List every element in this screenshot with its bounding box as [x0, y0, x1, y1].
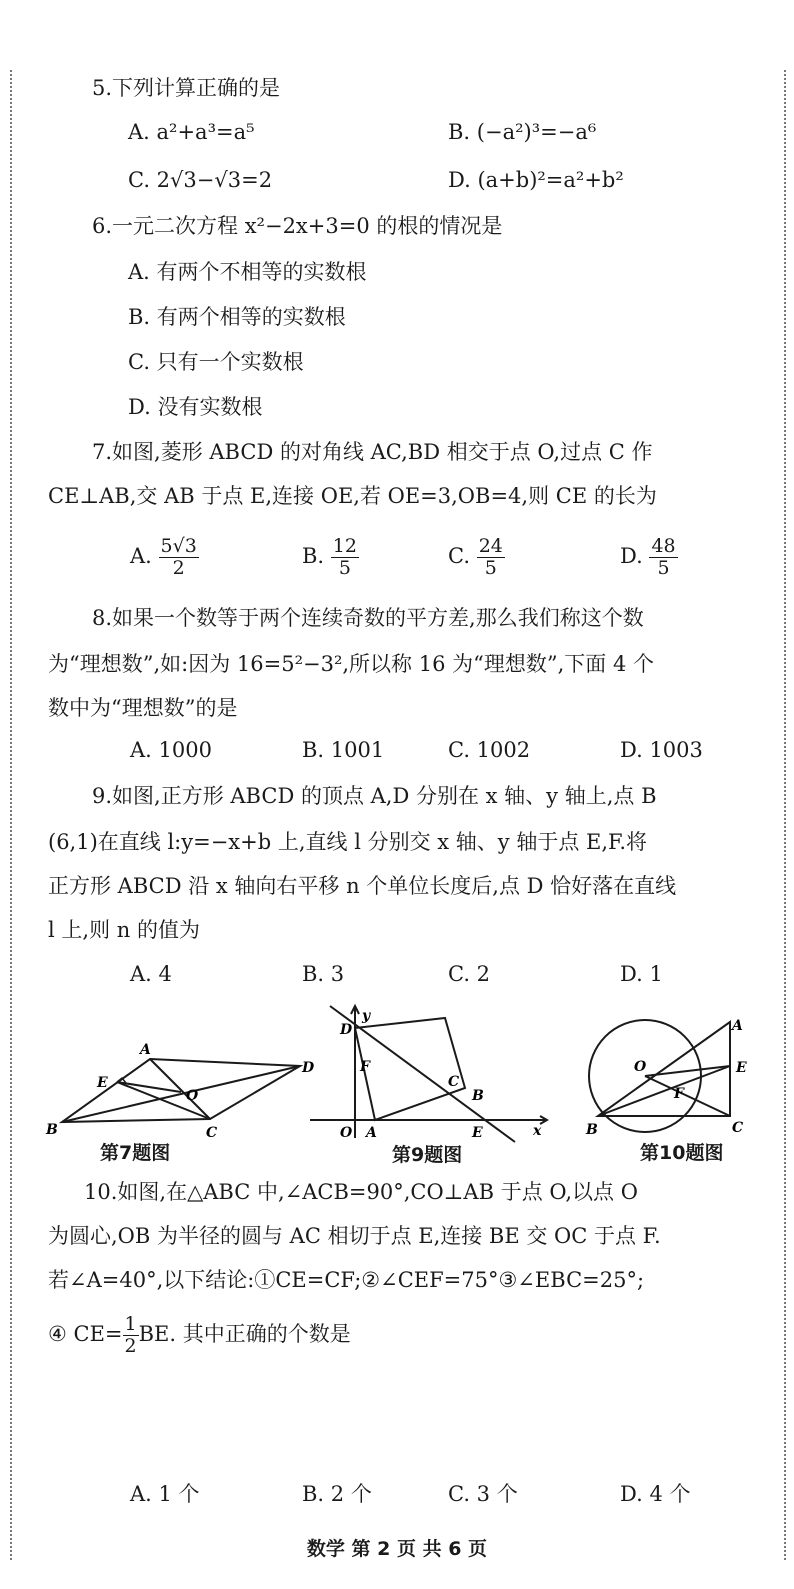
fig7-label-d: D — [302, 1060, 315, 1076]
q9-option-b: B. 3 — [302, 962, 345, 986]
q8-option-b: B. 1001 — [302, 738, 385, 762]
q7-d-denominator: 5 — [657, 556, 670, 579]
fig9-label-o: O — [340, 1125, 353, 1141]
q9-line-2: (6,1)在直线 l:y=−x+b 上,直线 l 分别交 x 轴、y 轴于点 E,F.将 — [48, 830, 647, 854]
q6-option-d: D. 没有实数根 — [128, 395, 263, 419]
q7-option-d-fraction — [649, 536, 677, 579]
q7-option-a — [130, 536, 199, 579]
fig7-label-c: C — [206, 1125, 218, 1141]
q6-stem: 6.一元二次方程 x²−2x+3=0 的根的情况是 — [92, 214, 503, 238]
q7-a-numerator: 5√3 — [160, 535, 197, 557]
fig7-label-a: A — [140, 1042, 151, 1058]
q5-option-b: B. (−a²)³=−a⁶ — [448, 120, 597, 144]
q10-half-fraction — [123, 1314, 139, 1357]
q10-line-1: 10.如图,在△ABC 中,∠ACB=90°,CO⊥AB 于点 O,以点 O — [84, 1180, 638, 1204]
fig9-label-a: A — [366, 1125, 377, 1141]
q7-a-denominator: 2 — [172, 556, 185, 579]
fig10-label-b: B — [586, 1122, 598, 1138]
q7-d-numerator: 48 — [651, 535, 676, 557]
fig9-label-y: y — [362, 1008, 371, 1024]
fig7-label-o: O — [186, 1088, 199, 1104]
fig9-label-b: B — [472, 1088, 484, 1104]
q7-option-c-label: C. — [448, 543, 470, 568]
q7-option-b — [302, 536, 359, 579]
q5-option-a: A. a²+a³=a⁵ — [128, 120, 255, 144]
q9-line-4: l 上,则 n 的值为 — [48, 918, 200, 942]
q10-half-numerator: 1 — [124, 1313, 137, 1335]
square-abcd — [355, 1018, 465, 1120]
q8-option-d: D. 1003 — [620, 738, 703, 762]
q7-c-numerator: 24 — [478, 535, 503, 557]
fig10-label-c: C — [732, 1120, 744, 1136]
q10-line-3: 若∠A=40°,以下结论:①CE=CF;②∠CEF=75°③∠EBC=25°; — [48, 1268, 645, 1292]
q8-line-3: 数中为“理想数”的是 — [48, 696, 238, 720]
q7-option-c-fraction — [477, 536, 505, 579]
q7-option-d — [620, 536, 678, 579]
page-footer: 数学 第 2 页 共 6 页 — [306, 1538, 488, 1560]
fig9-label-x: x — [533, 1123, 542, 1139]
q9-option-a: A. 4 — [130, 962, 172, 986]
fig7-caption: 第7题图 — [100, 1142, 171, 1164]
q10-line-4-prefix: ④ CE= — [48, 1321, 123, 1346]
figure-10-circle-triangle — [560, 1014, 760, 1144]
q7-c-denominator: 5 — [484, 556, 497, 579]
fig10-caption: 第10题图 — [640, 1142, 724, 1164]
q7-line-2: CE⊥AB,交 AB 于点 E,连接 OE,若 OE=3,OB=4,则 CE 的长为 — [48, 484, 657, 508]
q7-option-b-fraction — [331, 536, 359, 579]
q7-option-d-label: D. — [620, 543, 643, 568]
q9-option-d: D. 1 — [620, 962, 663, 986]
q5-stem: 5.下列计算正确的是 — [92, 76, 281, 100]
q7-b-numerator: 12 — [332, 535, 357, 557]
q8-line-1: 8.如果一个数等于两个连续奇数的平方差,那么我们称这个数 — [92, 606, 644, 630]
q10-option-a: A. 1 个 — [130, 1482, 200, 1506]
q9-option-c: C. 2 — [448, 962, 491, 986]
q7-b-denominator: 5 — [338, 556, 351, 579]
q9-line-3: 正方形 ABCD 沿 x 轴向右平移 n 个单位长度后,点 D 恰好落在直线 — [48, 874, 677, 898]
q8-option-c: C. 1002 — [448, 738, 531, 762]
fig10-label-a: A — [732, 1018, 743, 1034]
q10-line-4 — [48, 1314, 351, 1357]
q10-option-d: D. 4 个 — [620, 1482, 691, 1506]
q5-option-c: C. 2√3−√3=2 — [128, 168, 273, 192]
q7-option-a-fraction — [159, 536, 199, 579]
fig10-label-e: E — [736, 1060, 747, 1076]
fig7-label-b: B — [46, 1122, 58, 1138]
q10-line-4-suffix: BE. 其中正确的个数是 — [138, 1321, 351, 1346]
q10-option-b: B. 2 个 — [302, 1482, 372, 1506]
q7-option-c — [448, 536, 505, 579]
q8-line-2: 为“理想数”,如:因为 16=5²−3²,所以称 16 为“理想数”,下面 4 个 — [48, 652, 654, 676]
q5-option-d: D. (a+b)²=a²+b² — [448, 168, 624, 192]
figure-9-coordinate-square — [300, 1000, 560, 1150]
q7-line-1: 7.如图,菱形 ABCD 的对角线 AC,BD 相交于点 O,过点 C 作 — [92, 440, 653, 464]
right-binding-line — [784, 70, 786, 1560]
q10-line-2: 为圆心,OB 为半径的圆与 AC 相切于点 E,连接 BE 交 OC 于点 F. — [48, 1224, 661, 1248]
q10-half-denominator: 2 — [124, 1334, 137, 1357]
fig9-label-f: F — [360, 1059, 370, 1075]
segment-oe — [117, 1082, 181, 1092]
q7-option-b-label: B. — [302, 543, 325, 568]
q6-option-b: B. 有两个相等的实数根 — [128, 305, 346, 329]
fig10-label-f: F — [674, 1086, 684, 1102]
fig9-label-d: D — [340, 1022, 353, 1038]
q10-option-c: C. 3 个 — [448, 1482, 518, 1506]
fig9-caption: 第9题图 — [392, 1144, 463, 1166]
figure-7-rhombus — [40, 1040, 330, 1150]
q6-option-c: C. 只有一个实数根 — [128, 350, 304, 374]
line-l — [330, 1006, 515, 1142]
q8-option-a: A. 1000 — [130, 738, 212, 762]
q6-option-a: A. 有两个不相等的实数根 — [128, 260, 367, 284]
fig7-label-e: E — [97, 1075, 108, 1091]
fig10-label-o: O — [634, 1059, 647, 1075]
q9-line-1: 9.如图,正方形 ABCD 的顶点 A,D 分别在 x 轴、y 轴上,点 B — [92, 784, 657, 808]
fig9-label-c: C — [448, 1074, 460, 1090]
left-binding-line — [10, 70, 12, 1560]
q7-option-a-label: A. — [130, 543, 152, 568]
fig9-label-e: E — [472, 1125, 483, 1141]
